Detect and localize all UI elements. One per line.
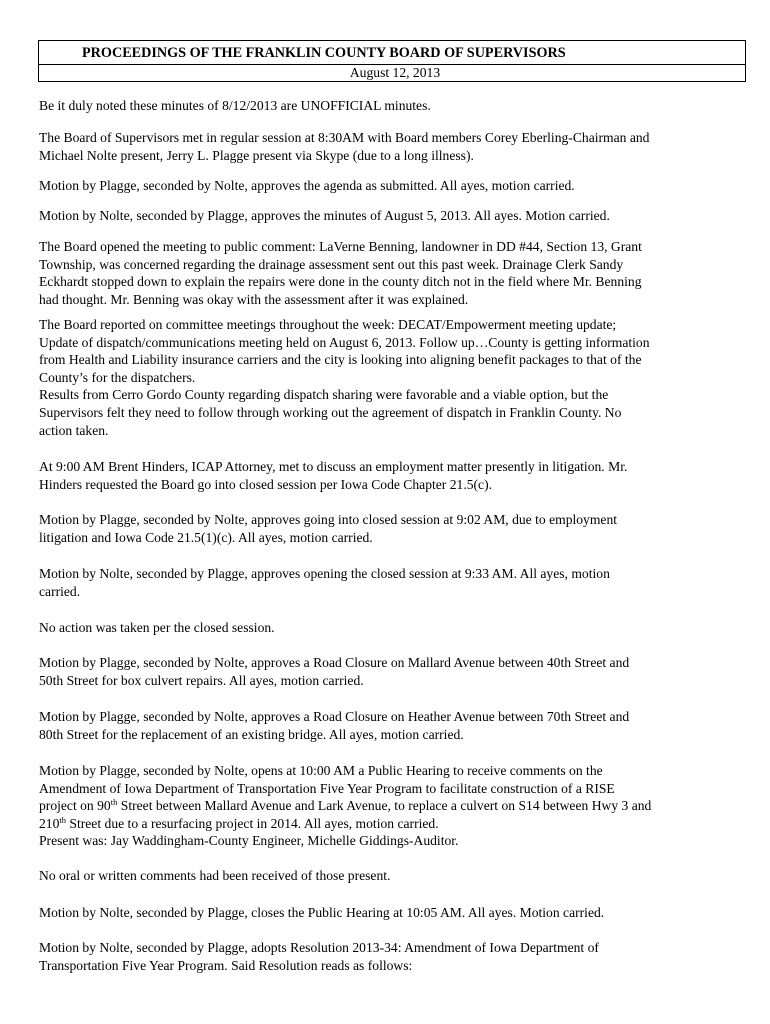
minutes-paragraph [39,565,759,600]
text-line: Be it duly noted these minutes of 8/12/2013 are UNOFFICIAL minutes. [39,98,431,113]
text-line: carried. [39,583,81,599]
minutes-paragraph [39,939,759,974]
minutes-paragraph [39,904,759,922]
text-line: Hinders requested the Board go into closed session per Iowa Code Chapter 21.5(c). [39,476,493,492]
text-line: The Board opened the meeting to public comment: LaVerne Benning, landowner in DD #44, Section 13, Grant [39,239,642,254]
text-line: Transportation Five Year Program. Said Resolution reads as follows: [39,957,413,973]
text-line: County’s for the dispatchers. [39,369,196,385]
text-line: At 9:00 AM Brent Hinders, ICAP Attorney, met to discuss an employment matter presently in litigation. Mr. [39,459,628,474]
text-line: The Board reported on committee meetings throughout the week: DECAT/Empowerment meeting update; [39,317,617,332]
proceedings-header [38,40,746,82]
minutes-paragraph [39,708,759,743]
minutes-paragraph [39,316,759,439]
text-line: Present was: Jay Waddingham-County Engineer, Michelle Giddings-Auditor. [39,833,459,849]
text-line: 50th Street for box culvert repairs. All ayes, motion carried. [39,672,364,688]
minutes-paragraph [39,177,759,195]
text-line: Amendment of Iowa Department of Transportation Five Year Program to facilitate construction of a RISE [39,780,615,796]
text-line: had thought. Mr. Benning was okay with the assessment after it was explained. [39,291,469,307]
minutes-paragraph [39,129,759,164]
public-hearing-paragraph [39,762,759,850]
text-line: Supervisors felt they need to follow through working out the agreement of dispatch in Franklin County. No [39,404,622,420]
text-line: Motion by Plagge, seconded by Nolte, approves going into closed session at 9:02 AM, due to employment [39,512,618,527]
minutes-paragraph [39,511,759,546]
minutes-paragraph [39,654,759,689]
text-line: Motion by Plagge, seconded by Nolte, approves a Road Closure on Heather Avenue between 70th Street and [39,709,630,724]
text-line: No action was taken per the closed session. [39,620,275,635]
minutes-paragraph [39,238,759,308]
text-line: Motion by Plagge, seconded by Nolte, approves the agenda as submitted. All ayes, motion carried. [39,178,575,193]
text-line: litigation and Iowa Code 21.5(1)(c). All ayes, motion carried. [39,529,373,545]
text-line: 210th Street due to a resurfacing project in 2014. All ayes, motion carried. [39,814,439,831]
meeting-date: August 12, 2013 [349,65,441,80]
text-line: Motion by Nolte, seconded by Plagge, approves the minutes of August 5, 2013. All ayes. Motion carried. [39,208,610,223]
minutes-paragraph [39,458,759,493]
text-line: Michael Nolte present, Jerry L. Plagge present via Skype (due to a long illness). [39,147,474,163]
text-line: Motion by Plagge, seconded by Nolte, approves a Road Closure on Mallard Avenue between 40th Street and [39,655,630,670]
text-line: Motion by Nolte, seconded by Plagge, adopts Resolution 2013-34: Amendment of Iowa Department of [39,940,599,955]
text-line: The Board of Supervisors met in regular session at 8:30AM with Board members Corey Eberling-Chairman and [39,130,650,145]
text-line: project on 90th Street between Mallard Avenue and Lark Avenue, to replace a culvert on S14 between Hwy 3 and [39,797,652,814]
minutes-paragraph [39,867,759,885]
text-line: No oral or written comments had been received of those present. [39,868,391,883]
document-title: PROCEEDINGS OF THE FRANKLIN COUNTY BOARD OF SUPERVISORS [39,43,745,65]
text-line: action taken. [39,422,109,438]
text-line: Eckhardt stopped down to explain the repairs were done in the county ditch not in the field where Mr. Benning [39,274,642,290]
text-line: Motion by Nolte, seconded by Plagge, approves opening the closed session at 9:33 AM. All ayes, motion [39,566,610,581]
text-line: Update of dispatch/communications meeting held on August 6, 2013. Follow up…County is getting information [39,334,650,350]
text-line: Results from Cerro Gordo County regarding dispatch sharing were favorable and a viable option, but the [39,387,609,403]
text-line: from Health and Liability insurance carriers and the city is looking into aligning benefit packages to that of the [39,352,642,368]
text-line: Motion by Nolte, seconded by Plagge, closes the Public Hearing at 10:05 AM. All ayes. Motion carried. [39,905,605,920]
text-line: Township, was concerned regarding the drainage assessment sent out this past week. Drainage Clerk Sandy [39,256,624,272]
text-line: Motion by Plagge, seconded by Nolte, opens at 10:00 AM a Public Hearing to receive comments on the [39,763,603,778]
minutes-paragraph [39,619,759,637]
text-line: 80th Street for the replacement of an existing bridge. All ayes, motion carried. [39,726,464,742]
minutes-paragraph [39,97,759,115]
minutes-paragraph [39,207,759,225]
